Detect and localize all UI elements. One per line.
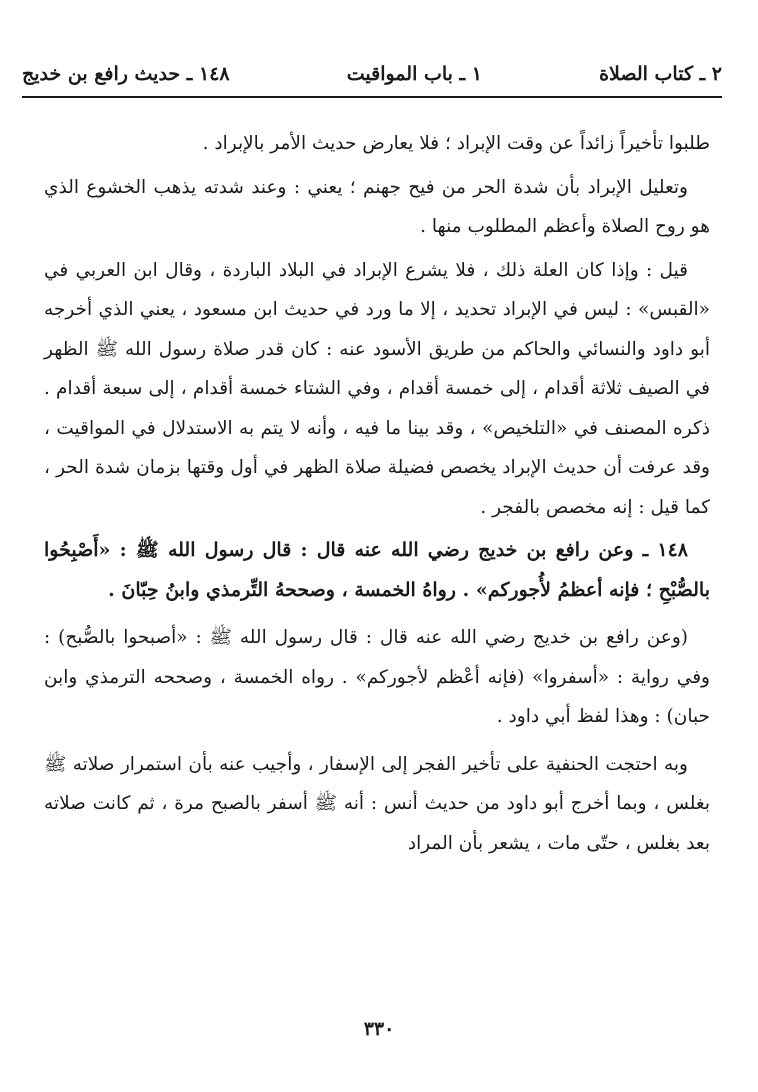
hadith-text: ١٤٨ ـ وعن رافع بن خديج رضي الله عنه قال : قال رسول الله ﷺ : «أَصْبِحُوا بالصُّبْحِ ؛ فإنه أعظمُ لأُجوركم» . رواهُ الخمسة ، وصححهُ التِّرمذي وابنُ حِبّانَ . [44, 539, 710, 601]
header-book-title: ٢ ـ كتاب الصلاة [599, 63, 722, 85]
paragraph-2: وتعليل الإبراد بأن شدة الحر من فيح جهنم ؛ يعني : وعند شدته يذهب الخشوع الذي هو روح الصلاة وأعظم المطلوب منها . [44, 176, 710, 237]
paragraph-3: قيل : وإذا كان العلة ذلك ، فلا يشرع الإبراد في البلاد الباردة ، وقال ابن العربي في «القبس» : ليس في الإبراد تحديد ، إلا ما ورد في حديث ابن مسعود ، يعني الذي أخرجه أبو داود والنسائي والحاكم من طريق الأسود عنه : كان قدر صلاة رسول الله ﷺ الظهر في الصيف ثلاثة أقدام ، إلى خمسة أقدام ، وفي الشتاء خمسة أقدام ، إلى سبعة أقدام . ذكره المصنف في «التلخيص» ، وقد بينا ما فيه ، وأنه لا يتم به الاستدلال في المواقيت ، وقد عرفت أن حديث الإبراد يخصص فضيلة صلاة الظهر في أول وقتها بزمان شدة الحر ، كما قيل : إنه مخصص بالفجر . [44, 259, 710, 518]
header-chapter-title: ١ ـ باب المواقيت [346, 63, 482, 85]
page-number: ٣٣٠ [363, 1018, 395, 1040]
running-header [22, 56, 722, 98]
page-body [44, 124, 710, 863]
paragraph-6: وبه احتجت الحنفية على تأخير الفجر إلى الإسفار ، وأجيب عنه بأن استمرار صلاته ﷺ بغلس ، وبما أخرج أبو داود من حديث أنس : أنه ﷺ أسفر بالصبح مرة ، ثم كانت صلاته بعد بغلس ، حتّى مات ، يشعر بأن المراد [44, 753, 710, 854]
hadith-commentary: (وعن رافع بن خديج رضي الله عنه قال : قال رسول الله ﷺ : «أصبحوا بالصُّبح) : وفي رواية : «أسفروا» (فإنه أعْظم لأجوركم» . رواه الخمسة ، وصححه الترمذي وابن حبان) : وهذا لفظ أبي داود . [44, 627, 710, 727]
paragraph-1: طلبوا تأخيراً زائداً عن وقت الإبراد ؛ فلا يعارض حديث الأمر بالإبراد . [202, 133, 710, 154]
header-hadith-title: ١٤٨ ـ حديث رافع بن خديج [22, 63, 230, 85]
